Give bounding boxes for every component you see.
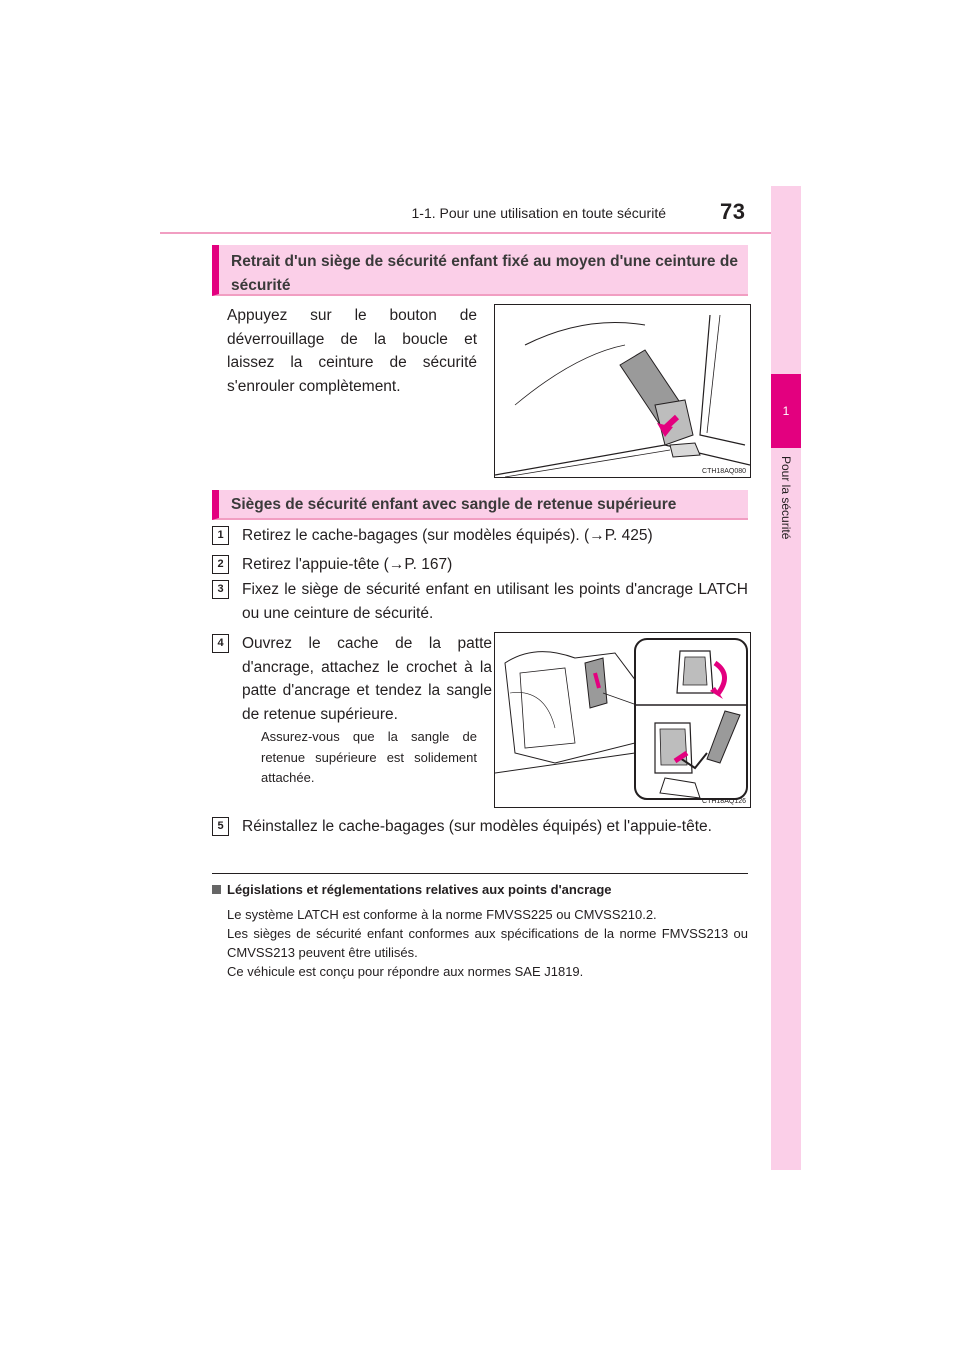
- step-number-badge: 4: [212, 634, 229, 653]
- chapter-side-tab: [771, 186, 801, 1170]
- step-number-badge: 5: [212, 817, 229, 836]
- figure-code: CTH18AQ080: [702, 468, 746, 475]
- figure-seatbelt-buckle: [494, 304, 751, 478]
- step-text: Réinstallez le cache-bagages (sur modèles équipés) et l'appuie-tête.: [242, 818, 712, 835]
- figure-code: CTH18AQ126: [702, 798, 746, 805]
- running-header-title: 1-1. Pour une utilisation en toute sécurité: [411, 205, 666, 221]
- info-divider: [212, 873, 748, 874]
- info-line: Les sièges de sécurité enfant conformes aux spécifications de la norme FMVSS213 ou CMVSS213 peuvent être utilisés.: [227, 926, 748, 960]
- step-3: [212, 578, 748, 622]
- seatbelt-buckle-illustration: [495, 305, 750, 477]
- step-number-badge: 3: [212, 580, 229, 599]
- section-heading-seatbelt-removal: Retrait d'un siège de sécurité enfant fixé au moyen d'une ceinture de sécurité: [212, 245, 748, 296]
- info-body: [227, 905, 748, 981]
- square-bullet-icon: [212, 885, 221, 894]
- step-text: Fixez le siège de sécurité enfant en utilisant les points d'ancrage LATCH ou une ceinture de sécurité.: [242, 581, 748, 622]
- step-text: Ouvrez le cache de la patte d'ancrage, attachez le crochet à la patte d'ancrage et tendez la sangle de retenue supérieure.: [242, 635, 492, 723]
- figure-tether-anchor: [494, 632, 751, 808]
- section-heading-top-tether: Sièges de sécurité enfant avec sangle de retenue supérieure: [212, 490, 748, 520]
- page-number: 73: [720, 199, 746, 224]
- header-divider: [160, 232, 800, 234]
- step-1: [212, 524, 748, 548]
- step-4-note: Assurez-vous que la sangle de retenue supérieure est solidement attachée.: [261, 729, 477, 785]
- step-5: [212, 815, 748, 839]
- info-line: Le système LATCH est conforme à la norme FMVSS225 ou CMVSS210.2.: [227, 907, 657, 922]
- seatbelt-removal-instructions: Appuyez sur le bouton de déverrouillage de la boucle et laissez la ceinture de sécurité s'enrouler complètement.: [227, 307, 477, 395]
- info-line: Ce véhicule est conçu pour répondre aux normes SAE J1819.: [227, 964, 584, 979]
- step-2: [212, 553, 748, 577]
- chapter-label: [771, 448, 801, 608]
- step-text: Retirez le cache-bagages (sur modèles équipés). (→P. 425): [242, 527, 653, 544]
- step-text: Retirez l'appuie-tête (→P. 167): [242, 556, 453, 573]
- chapter-label-text: Pour la sécurité: [779, 456, 793, 540]
- info-heading-text: Législations et réglementations relatives aux points d'ancrage: [227, 882, 612, 897]
- chapter-number-tab: 1: [771, 374, 801, 448]
- info-heading: [212, 882, 612, 897]
- step-number-badge: 2: [212, 555, 229, 574]
- step-number-badge: 1: [212, 526, 229, 545]
- tether-anchor-illustration: [495, 633, 750, 807]
